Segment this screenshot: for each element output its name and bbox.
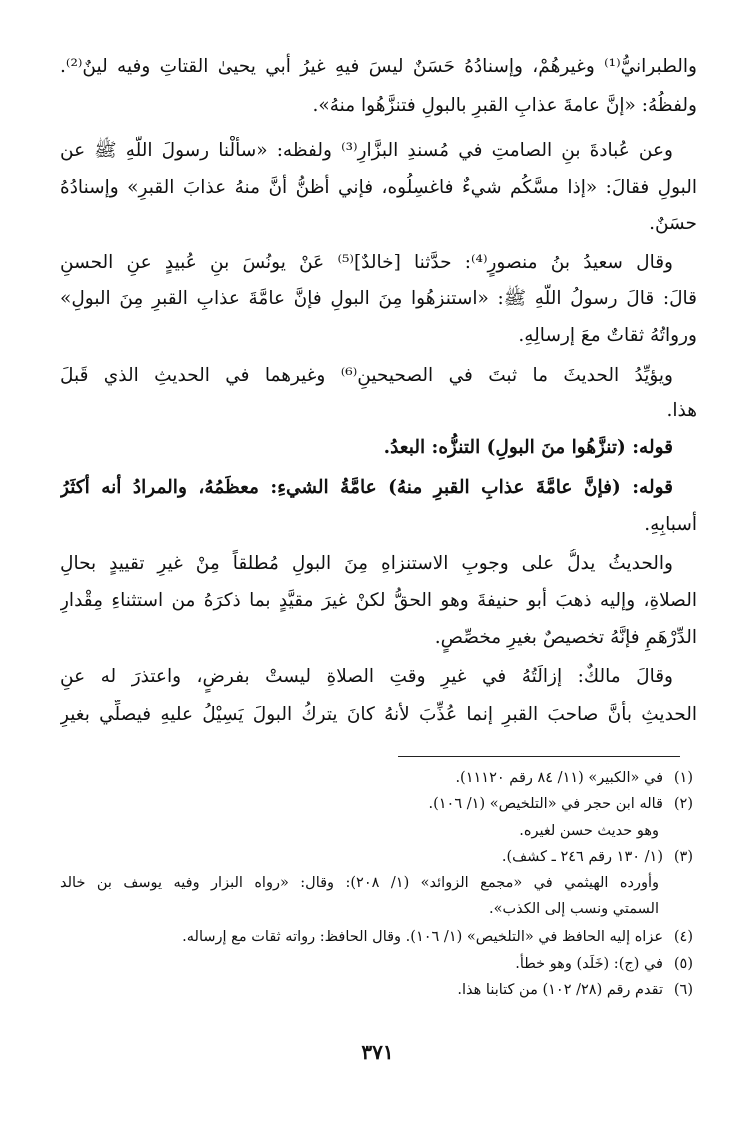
body-line-5: حسَنٌ.	[649, 213, 697, 234]
body-line-15: الصلاةِ، وإليه ذهبَ أبو حنيفةَ وهو الحقُّ لكنْ غيرَ مقيَّدٍ بما ذكرَهُ من استثناءِ مِقْدارِ	[60, 590, 697, 611]
body-line-2: ولفظُهُ: «إنَّ عامةَ عذابِ القبرِ بالبولِ فتنزَّهُوا منهُ».	[312, 95, 697, 116]
footnote-3-continuation-2	[60, 898, 659, 922]
footnote-text: السمتي ونسب إلى الكذب».	[489, 901, 659, 917]
footnote-number: (٢)	[673, 796, 693, 812]
footnote-text: قاله ابن حجر في «التلخيص» (١/ ١٠٦).	[428, 796, 663, 812]
footnote-2-continuation	[60, 820, 659, 844]
footnote-1	[60, 767, 693, 791]
footnote-text: وأورده الهيثمي في «مجمع الزوائد» (١/ ٢٠٨): وقال: «رواه البزار وفيه يوسف بن خالد	[60, 875, 659, 891]
footnote-number: (٦)	[673, 982, 693, 998]
footnote-separator	[398, 756, 680, 757]
footnote-text: وهو حديث حسن لغيره.	[519, 823, 659, 839]
body-line-1: والطبرانيُّ⁽¹⁾ وغيرهُمْ، وإسنادُهُ حَسَنٌ ليسَ فيهِ غيرُ أبي يحيىٰ القتاتِ وفيه لينٌ⁽²⁾.	[60, 56, 697, 77]
footnote-number: (٣)	[673, 849, 693, 865]
footnote-text: تقدم رقم (٢٨/ ١٠٢) من كتابنا هذا.	[457, 982, 663, 998]
footnote-text: عزاه إليه الحافظ في «التلخيص» (١/ ١٠٦). وقال الحافظ: رواته ثقات مع إرساله.	[182, 929, 663, 945]
commentary-line-1: قوله: (تنزَّهُوا منَ البولِ) التنزُّه: البعدُ.	[383, 437, 673, 458]
body-line-14: والحديثُ يدلُّ على وجوبِ الاستنزاهِ مِنَ البولِ مُطلقاً مِنْ غيرِ تقييدٍ بحالِ	[60, 553, 673, 574]
footnote-text: في (ج): (خَلَد) وهو خطأ.	[515, 956, 663, 972]
body-line-10: هذا.	[666, 400, 697, 421]
commentary-line-2: قوله: (فإنَّ عامَّةَ عذابِ القبرِ منهُ) عامَّةُ الشيءِ: معظَمُهُ، والمرادُ أنه أكثَرُ	[60, 477, 673, 498]
footnote-6	[60, 979, 693, 1003]
body-line-8: ورواتُهُ ثقاتٌ معَ إرسالِهِ.	[518, 325, 697, 346]
body-line-17: وقالَ مالكٌ: إزالَتُهُ في غيرِ وقتِ الصلاةِ ليستْ بفرضٍ، واعتذرَ له عنِ	[60, 666, 673, 687]
footnote-number: (٤)	[673, 929, 693, 945]
footnote-number: (٥)	[673, 956, 693, 972]
body-line-7: قالَ: قالَ رسولُ اللَّهِ ﷺ: «استنزهُوا مِنَ البولِ فإنَّ عامَّةَ عذابِ القبرِ مِنَ البولِ»	[60, 288, 697, 309]
footnote-2	[60, 793, 693, 817]
footnote-text: في «الكبير» (١١/ ٨٤ رقم ١١١٢٠).	[455, 770, 663, 786]
footnote-3	[60, 846, 693, 870]
page-number: ٣٧١	[361, 1040, 394, 1064]
footnote-number: (١)	[673, 770, 693, 786]
footnote-5	[60, 953, 693, 977]
body-line-13: أسبابِهِ.	[644, 514, 697, 535]
footnote-3-continuation-1	[60, 872, 659, 896]
body-line-3: وعن عُبادةَ بنِ الصامتِ في مُسندِ البزَّارِ⁽³⁾ ولفظه: «سألْنا رسولَ اللَّهِ ﷺ عن	[60, 140, 673, 161]
body-line-9: ويؤيِّدُ الحديثَ ما ثبتَ في الصحيحينِ⁽⁶⁾ وغيرهما في الحديثِ الذي قَبلَ	[60, 365, 673, 386]
body-line-6: وقال سعيدُ بنُ منصورٍ⁽⁴⁾: حدَّثنا [خالدٌ]⁽⁵⁾ عَنْ يونُسَ بنِ عُبيدٍ عنِ الحسنِ	[60, 252, 673, 273]
footnote-text: (١/ ١٣٠ رقم ٢٤٦ ـ كشف).	[501, 849, 663, 865]
body-line-18: الحديثِ بأنَّ صاحبَ القبرِ إنما عُذِّبَ لأنهُ كانَ يتركُ البولَ يَسِيْلُ عليهِ فيصلِّي بغيرِ	[60, 704, 697, 725]
footnote-4	[60, 926, 693, 950]
body-line-16: الدِّرْهَمِ فإنَّهُ تخصيصٌ بغيرِ مخصِّصٍ.	[434, 627, 697, 648]
body-line-4: البولِ فقالَ: «إذا مسَّكُم شيءٌ فاغسِلُوه، فإني أظنُّ أنَّ منهُ عذابَ القبرِ» وإسنادُهُ	[60, 177, 697, 198]
